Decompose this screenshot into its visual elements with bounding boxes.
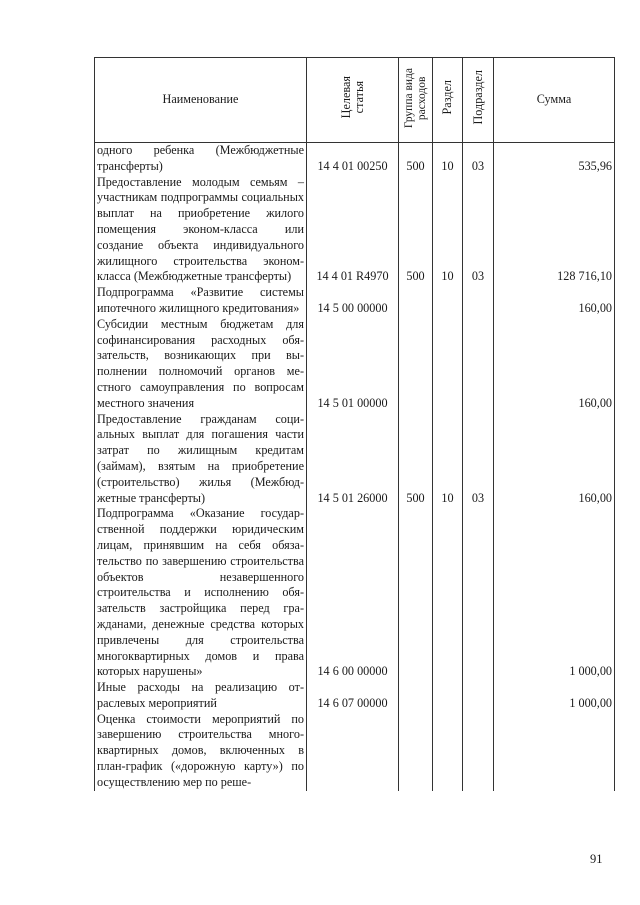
row-target: 14 4 01 R4970: [307, 175, 399, 286]
budget-table: [94, 57, 615, 791]
row-target: 14 5 01 00000: [307, 317, 399, 412]
row-subsection: [463, 317, 494, 412]
row-section: [433, 317, 463, 412]
row-section: 10: [433, 412, 463, 507]
row-group: 500: [399, 175, 433, 286]
row-sum: 128 716,10: [494, 175, 615, 286]
row-name: Субсидии местным бюджетам для софинансирования расходных обязательств, возникающих при выполнении полномочий органов местного самоуправления по вопросам местного значения: [95, 317, 307, 412]
table-row: [95, 412, 615, 507]
row-target: 14 5 00 00000: [307, 285, 399, 317]
table-header-row: [95, 58, 615, 143]
row-sum: 160,00: [494, 412, 615, 507]
row-name: Иные расходы на реализацию отраслевых мероприятий: [95, 680, 307, 712]
row-subsection: [463, 285, 494, 317]
row-section: [433, 285, 463, 317]
row-name: Оценка стоимости мероприятий по завершению строительства многоквартирных домов, включенных в план-график («дорожную карту») по осуществлению мер по реше-: [95, 712, 307, 791]
row-sum: 1 000,00: [494, 680, 615, 712]
table-row: [95, 680, 615, 712]
header-section: Раздел: [433, 58, 463, 143]
row-target: 14 6 07 00000: [307, 680, 399, 712]
table-row: [95, 712, 615, 791]
row-sum: 160,00: [494, 317, 615, 412]
row-group: [399, 680, 433, 712]
row-name: одного ребенка (Межбюджетные трансферты): [95, 143, 307, 175]
row-name: Предоставление молодым семьям – участникам подпрограммы социальных выплат на приобретение жилого помещения эконом-класса или создание объекта индивидуального жилищного строительства эконом-класса (Межбюджетные трансферты): [95, 175, 307, 286]
row-sum: 1 000,00: [494, 506, 615, 680]
table-row: [95, 175, 615, 286]
row-subsection: [463, 680, 494, 712]
row-section: [433, 712, 463, 791]
row-subsection: 03: [463, 412, 494, 507]
row-sum: [494, 712, 615, 791]
row-sum: 160,00: [494, 285, 615, 317]
row-subsection: [463, 712, 494, 791]
row-sum: 535,96: [494, 143, 615, 175]
row-section: 10: [433, 175, 463, 286]
page-number: 91: [590, 852, 603, 866]
row-section: [433, 506, 463, 680]
row-target: [307, 712, 399, 791]
row-name: Предоставление гражданам социальных выплат для погашения части затрат по жилищным кредитам (займам), взятым на приобретение (строительство) жилья (Межбюджетные трансферты): [95, 412, 307, 507]
row-target: 14 5 01 26000: [307, 412, 399, 507]
header-target-article: Целевая статья: [307, 58, 399, 143]
row-section: [433, 680, 463, 712]
row-subsection: 03: [463, 175, 494, 286]
row-name: Подпрограмма «Развитие системы ипотечного жилищного кредитования»: [95, 285, 307, 317]
row-subsection: 03: [463, 143, 494, 175]
table-row: [95, 506, 615, 680]
row-group: 500: [399, 143, 433, 175]
table-row: [95, 285, 615, 317]
header-subsection: Подраздел: [463, 58, 494, 143]
row-group: [399, 506, 433, 680]
header-name: Наименование: [95, 58, 307, 143]
row-group: [399, 317, 433, 412]
row-target: 14 4 01 00250: [307, 143, 399, 175]
row-target: 14 6 00 00000: [307, 506, 399, 680]
table-row: [95, 143, 615, 175]
row-name: Подпрограмма «Оказание государственной поддержки юридическим лицам, принявшим на себя обязательство по завершению строительства объектов незавершенного строительства и исполнению обязательств застройщика перед гражданами, денежные средства которых привлечены для строительства многоквартирных домов и права которых нарушены»: [95, 506, 307, 680]
row-section: 10: [433, 143, 463, 175]
row-group: [399, 712, 433, 791]
row-group: [399, 285, 433, 317]
row-group: 500: [399, 412, 433, 507]
row-subsection: [463, 506, 494, 680]
header-expense-group: Группа вида расходов: [399, 58, 433, 143]
table-row: [95, 317, 615, 412]
header-sum: Сумма: [494, 58, 615, 143]
